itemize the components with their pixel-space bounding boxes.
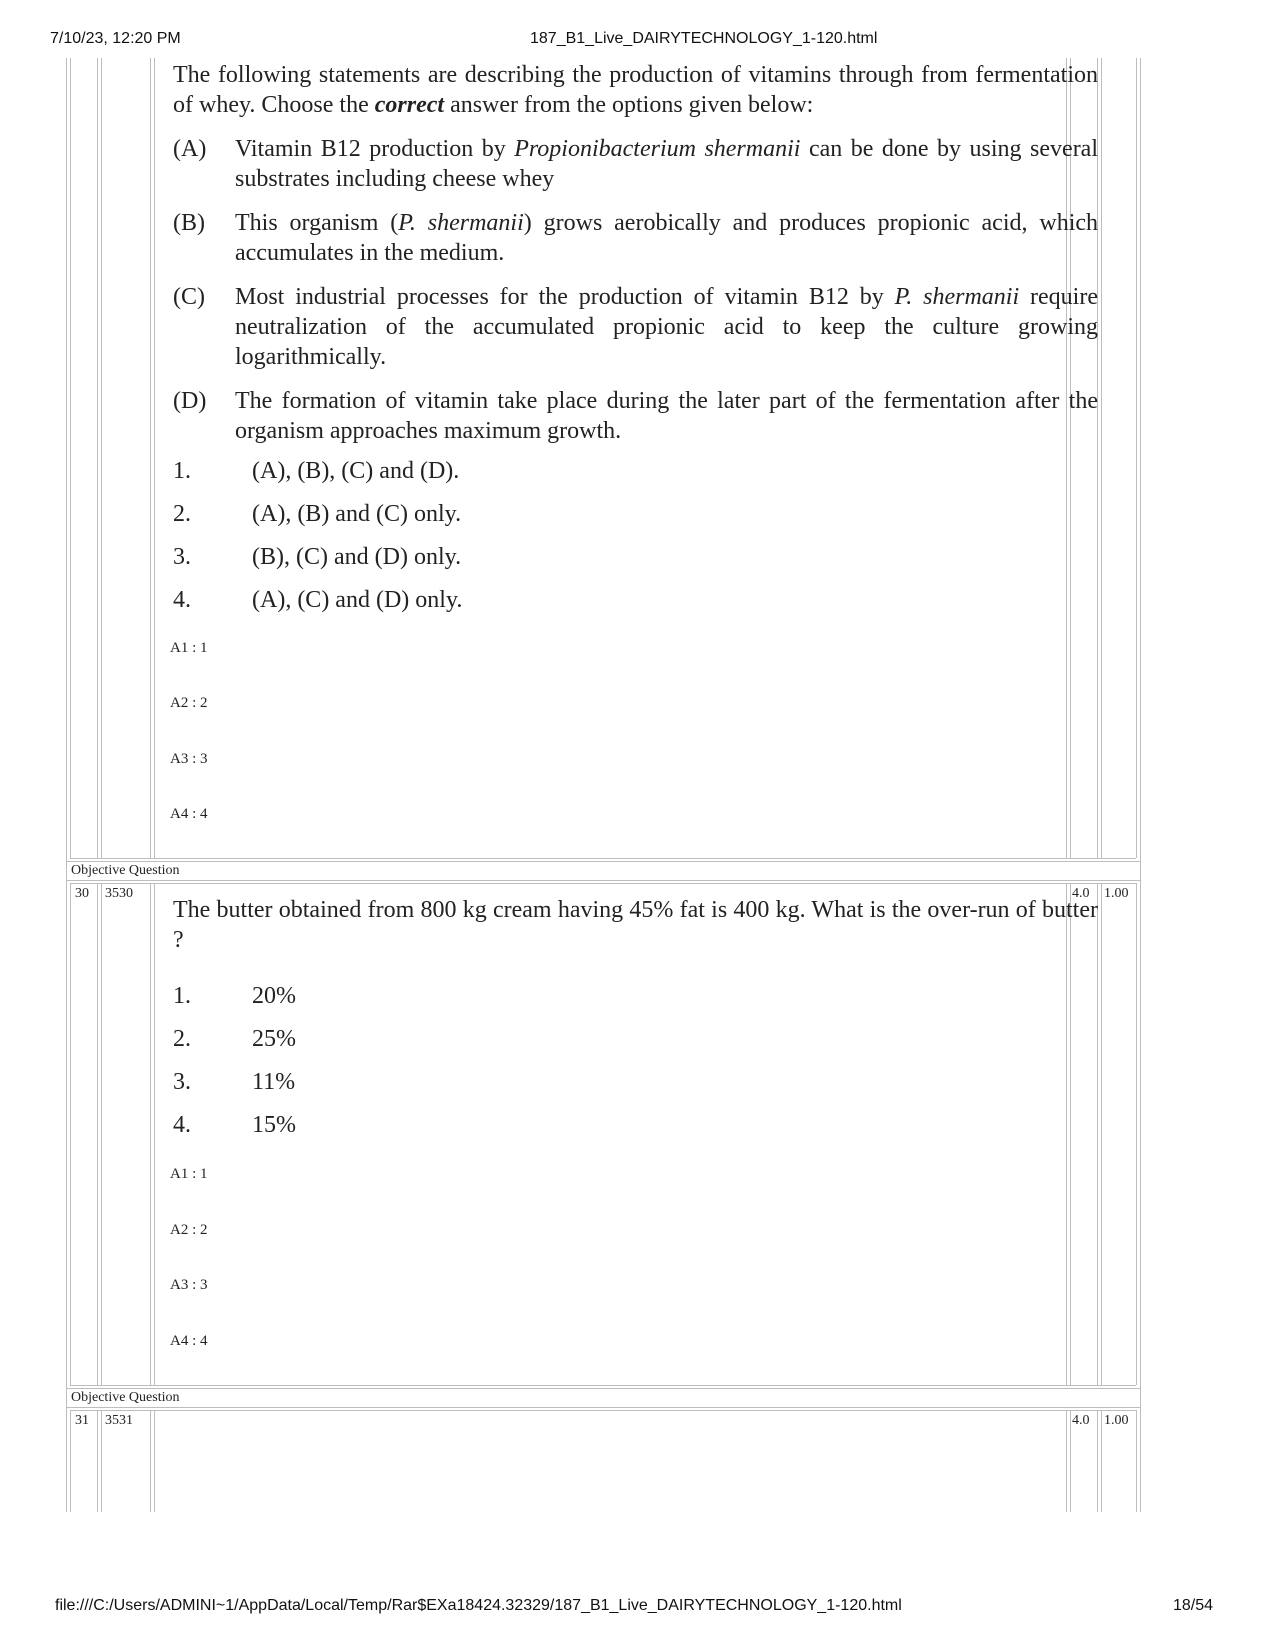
question-marks: 4.0 [1072,886,1090,901]
answer-key-1: A1 : 1 [170,1166,208,1182]
section-label: Objective Question [71,1390,180,1405]
print-doc-title: 187_B1_Live_DAIRYTECHNOLOGY_1-120.html [530,30,878,47]
section-label: Objective Question [71,863,180,878]
answer-key-3: A3 : 3 [170,1277,208,1293]
option-1: 1. (A), (B), (C) and (D). [173,458,460,484]
option-1: 1. 20% [173,983,296,1009]
option-2: 2. (A), (B) and (C) only. [173,501,462,527]
print-file-path: file:///C:/Users/ADMINI~1/AppData/Local/Temp/Rar$EXa18424.32329/187_B1_Live_DAIRYTECHNOLOGY_1-120.html [55,1597,902,1614]
option-2: 2. 25% [173,1026,296,1052]
question-marks: 4.0 [1072,1413,1090,1428]
negative-marks: 1.00 [1104,886,1129,901]
question-29-options [173,456,1098,628]
question-29-body [173,60,1098,628]
option-4: 4. (A), (C) and (D) only. [173,587,463,613]
answer-key-4: A4 : 4 [170,1333,208,1349]
answer-key-2: A2 : 2 [170,1222,208,1238]
statement-d: (D) The formation of vitamin take place during the later part of the fermentation after the organism approaches maximum growth. [173,388,1098,444]
answer-key-4: A4 : 4 [170,806,208,822]
option-4: 4. 15% [173,1112,296,1138]
answer-key-3: A3 : 3 [170,751,208,767]
question-serial: 31 [75,1413,89,1428]
print-page-number: 18/54 [1173,1597,1214,1614]
question-id: 3531 [105,1413,133,1428]
question-30-options [173,981,1098,1153]
negative-marks: 1.00 [1104,1413,1129,1428]
statement-c: (C) Most industrial processes for the production of vitamin B12 by P. shermanii require neutralization of the accumulated propionic acid to keep the culture growing logarithmically. [173,284,1098,370]
statement-a: (A) Vitamin B12 production by Propionibacterium shermanii can be done by using several substrates including cheese whey [173,136,1099,192]
question-id: 3530 [105,886,133,901]
answer-key-2: A2 : 2 [170,695,208,711]
option-3: 3. 11% [173,1069,296,1095]
answer-key-1: A1 : 1 [170,640,208,656]
option-3: 3. (B), (C) and (D) only. [173,544,462,570]
question-30-body [173,895,1098,1153]
question-29-stem: The following statements are describing the production of vitamins through from fermentation of whey. Choose the correct answer from the options given below: [173,62,1098,118]
print-datetime: 7/10/23, 12:20 PM [50,30,181,47]
question-30-stem: The butter obtained from 800 kg cream having 45% fat is 400 kg. What is the over-run of butter ? [173,897,1098,953]
statement-b: (B) This organism (P. shermanii) grows aerobically and produces propionic acid, which accumulates in the medium. [173,210,1099,266]
question-serial: 30 [75,886,89,901]
